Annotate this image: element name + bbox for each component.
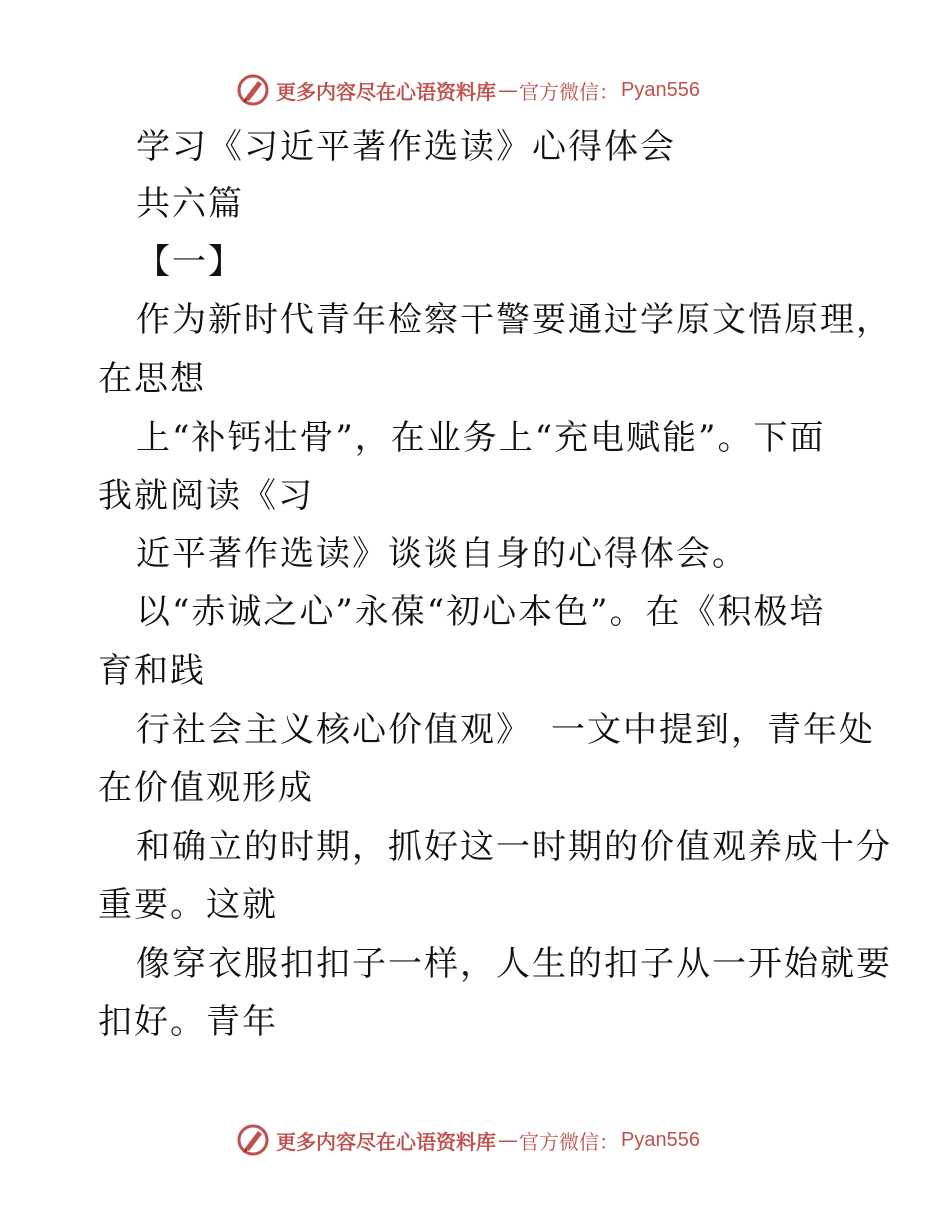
text-line: 上“补钙壮骨”，在业务上“充电赋能”。下面 (136, 418, 826, 458)
document-subtitle: 共六篇 (136, 184, 244, 224)
text-line: 扣好。青年 (98, 1002, 278, 1042)
text-line: 行社会主义核心价值观》 一文中提到，青年处 (136, 710, 875, 750)
text-line: 近平著作选读》谈谈自身的心得体会。 (136, 534, 748, 574)
text-line: 作为新时代青年检察干警要通过学原文悟原理， (136, 300, 892, 340)
section-heading: 【一】 (136, 242, 244, 282)
watermark-dash: — (498, 78, 517, 102)
text-line: 在思想 (98, 359, 206, 399)
text-line: 和确立的时期，抓好这一时期的价值观养成十分 (136, 827, 892, 867)
document-title: 学习《习近平著作选读》心得体会 (136, 127, 676, 167)
watermark-label: 官方微信： (519, 79, 619, 104)
text-line: 重要。这就 (98, 885, 278, 925)
header-watermark (236, 70, 700, 110)
footer-watermark (236, 1120, 700, 1160)
text-line: 育和践 (98, 651, 206, 691)
pen-logo-icon (236, 1123, 270, 1157)
watermark-text: 更多内容尽在心语资料库 (276, 1129, 496, 1154)
watermark-id: Pyan556 (621, 1128, 700, 1151)
pen-logo-icon (236, 73, 270, 107)
text-line: 像穿衣服扣扣子一样，人生的扣子从一开始就要 (136, 944, 892, 984)
text-line: 以“赤诚之心”永葆“初心本色”。在《积极培 (136, 592, 826, 632)
watermark-id: Pyan556 (621, 78, 700, 101)
text-line: 我就阅读《习 (98, 476, 314, 516)
text-line: 在价值观形成 (98, 768, 314, 808)
watermark-dash: — (498, 1128, 517, 1152)
watermark-label: 官方微信： (519, 1129, 619, 1154)
watermark-text: 更多内容尽在心语资料库 (276, 79, 496, 104)
